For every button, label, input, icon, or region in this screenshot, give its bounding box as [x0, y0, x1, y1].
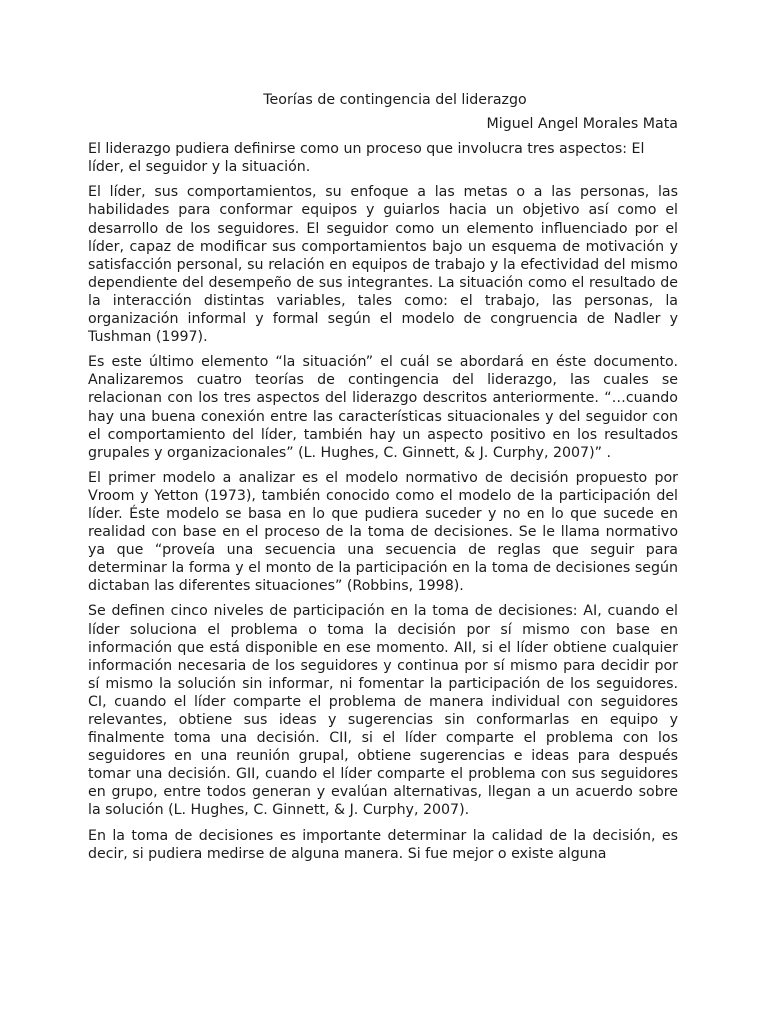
paragraph-intro: El liderazgo pudiera definirse como un proceso que involucra tres aspectos: El líder, el seguidor y la situación.	[88, 141, 645, 176]
paragraph-leader-follower: El líder, sus comportamientos, su enfoque a las metas o a las personas, las habilidades para conformar equipos y guiarlos hacia un objetivo así como el desarrollo de los seguidores. El seguidor como un elemento influenciado por el líder, capaz de modificar sus comportamientos bajo un esquema de motivación y satisfacción personal, su relación en equipos de trabajo y la efectividad del mismo dependiente del desempeño de sus integrantes. La situación como el resultado de la interacción distintas variables, tales como: el trabajo, las personas, la organización informal y formal según el modelo de congruencia de Nadler y Tushman (1997).	[88, 184, 678, 346]
paragraph-participation-levels: Se definen cinco niveles de participación en la toma de decisiones: AI, cuando el líder soluciona el problema o toma la decisión por sí mismo con base en información que está disponible en ese momento. AII, si el líder obtiene cualquier información necesaria de los seguidores y continua por sí mismo para decidir por sí mismo la solución sin informar, ni fomentar la participación de los seguidores. CI, cuando el líder comparte el problema de manera individual con seguidores relevantes, obtiene sus ideas y sugerencias sin conformarlas en equipo y finalmente toma una decisión. CII, si el líder comparte el problema con los seguidores en una reunión grupal, obtiene sugerencias e ideas para después tomar una decisión. GII, cuando el líder comparte el problema con sus seguidores en grupo, entre todos generan y evalúan alternativas, llegan a un acuerdo sobre la solución (L. Hughes, C. Ginnett, & J. Curphy, 2007).	[88, 603, 678, 819]
paragraph-normative-model: El primer modelo a analizar es el modelo normativo de decisión propuesto por Vroom y Yetton (1973), también conocido como el modelo de la participación del líder. Éste modelo se basa en lo que pudiera suceder y no en lo que sucede en realidad con base en el proceso de la toma de decisiones. Se le llama normativo ya que “proveía una secuencia una secuencia de reglas que seguir para determinar la forma y el monto de la participación en la toma de decisiones según dictaban las diferentes situaciones” (Robbins, 1998).	[88, 469, 678, 595]
document-author: Miguel Angel Morales Mata	[486, 116, 678, 133]
document-title: Teorías de contingencia del liderazgo	[263, 92, 527, 108]
paragraph-decision-quality: En la toma de decisiones es importante determinar la calidad de la decisión, es decir, si pudiera medirse de alguna manera. Si fue mejor o existe alguna	[88, 827, 678, 862]
paragraph-situation: Es este último elemento “la situación” el cuál se abordará en éste documento. Analizaremos cuatro teorías de contingencia del liderazgo, las cuales se relacionan con los tres aspectos del liderazgo descritos anteriormente. “…cuando hay una buena conexión entre las características situacionales y del seguidor con el comportamiento del líder, también hay un aspecto positivo en los resultados grupales y organizacionales” (L. Hughes, C. Ginnett, & J. Curphy, 2007)” .	[88, 354, 678, 461]
